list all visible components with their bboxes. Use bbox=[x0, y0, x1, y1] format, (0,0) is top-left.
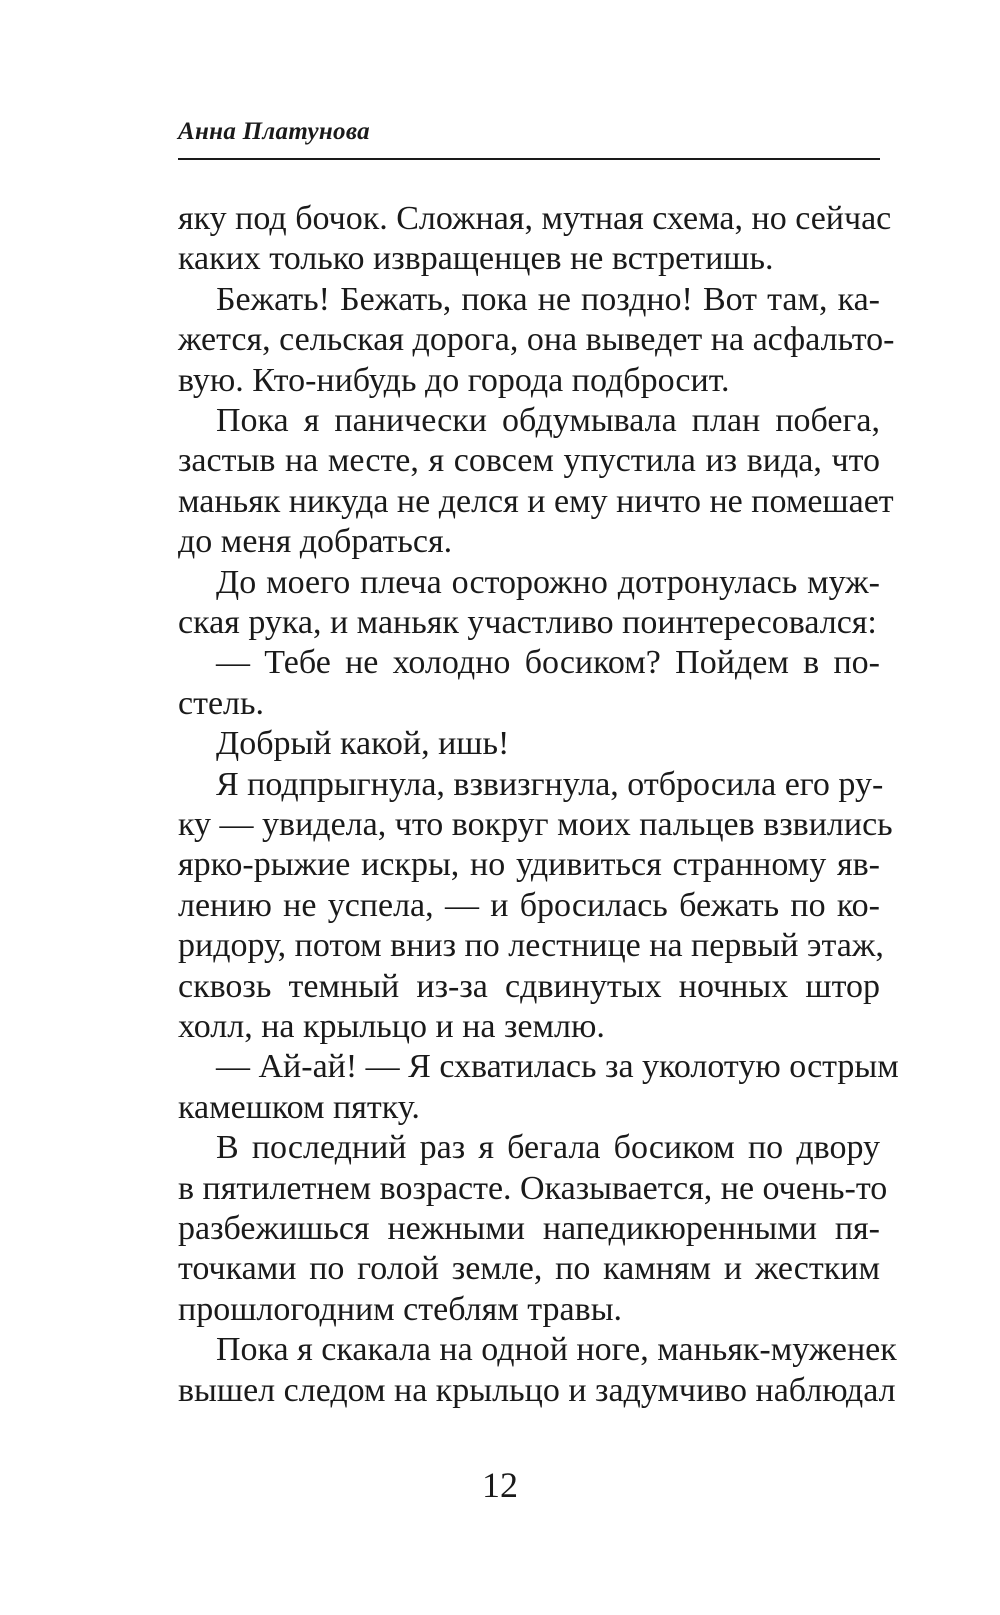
text-line: лению не успела, — и бросилась бежать по ко- bbox=[178, 886, 880, 924]
text-line: Пока я скакала на одной ноге, маньяк-муженек bbox=[216, 1331, 897, 1369]
text-line: стель. bbox=[178, 684, 265, 722]
text-line: до меня добраться. bbox=[178, 523, 453, 561]
text-line: каких только извращенцев не встретишь. bbox=[178, 240, 774, 278]
text-line: жется, сельская дорога, она выведет на асфальто- bbox=[178, 321, 895, 359]
text-line: Я подпрыгнула, взвизгнула, отбросила его ру- bbox=[216, 765, 884, 803]
text-line: вую. Кто-нибудь до города подбросит. bbox=[178, 361, 730, 399]
text-line: маньяк никуда не делся и ему ничто не помешает bbox=[178, 482, 894, 520]
text-line: сквозь темный из-за сдвинутых ночных штор bbox=[178, 967, 880, 1005]
text-line: вышел следом на крыльцо и задумчиво наблюдал bbox=[178, 1371, 896, 1409]
text-line: застыв на месте, я совсем упустила из вида, что bbox=[178, 442, 880, 480]
text-line: яку под бочок. Сложная, мутная схема, но сейчас bbox=[178, 200, 892, 237]
text-line: ку — увидела, что вокруг моих пальцев взвились bbox=[178, 806, 893, 843]
text-line: в пятилетнем возрасте. Оказывается, не очень-то bbox=[178, 1169, 888, 1207]
text-line: холл, на крыльцо и на землю. bbox=[178, 1008, 605, 1045]
text-line: ридору, потом вниз по лестнице на первый этаж, bbox=[178, 927, 884, 965]
text-line: прошлогодним стеблям травы. bbox=[178, 1290, 623, 1328]
text-line: — Тебе не холодно босиком? Пойдем в по- bbox=[216, 644, 880, 682]
text-line: До моего плеча осторожно дотронулась муж- bbox=[216, 563, 880, 601]
header-rule bbox=[178, 158, 880, 160]
text-line: Добрый какой, ишь! bbox=[216, 725, 510, 763]
text-line: Бежать! Бежать, пока не поздно! Вот там, ка- bbox=[216, 280, 880, 318]
text-line: ярко-рыжие искры, но удивиться странному яв- bbox=[178, 846, 880, 884]
text-line: ская рука, и маньяк участливо поинтересовался: bbox=[178, 604, 877, 641]
text-line: В последний раз я бегала босиком по двору bbox=[216, 1129, 880, 1167]
text-line: — Ай-ай! — Я схватилась за уколотую острым bbox=[216, 1048, 899, 1086]
text-line: точками по голой земле, по камням и жестким bbox=[178, 1250, 880, 1288]
running-header-author: Анна Платунова bbox=[178, 118, 370, 145]
text-line: камешком пятку. bbox=[178, 1088, 420, 1126]
text-line: разбежишься нежными напедикюренными пя- bbox=[178, 1210, 880, 1247]
page-number: 12 bbox=[482, 1465, 518, 1505]
text-line: Пока я панически обдумывала план побега, bbox=[216, 402, 880, 439]
